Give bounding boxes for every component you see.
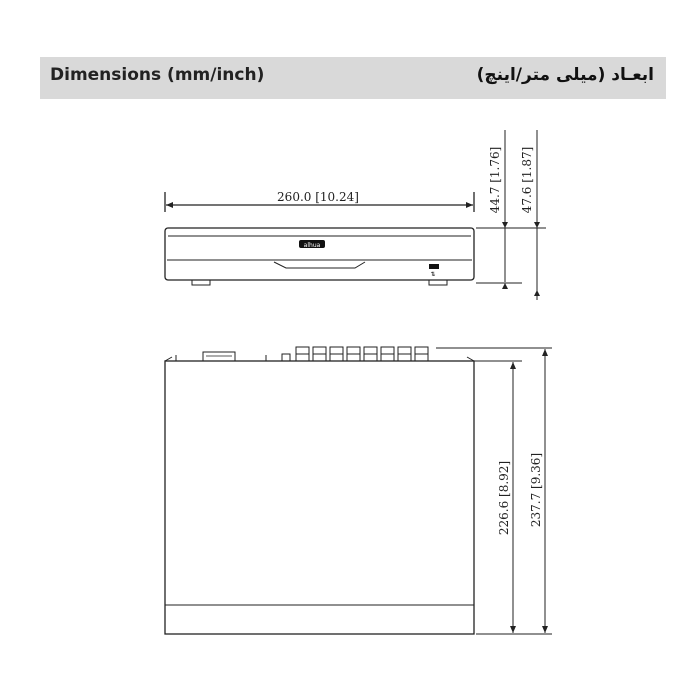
- rear-connector-port: [203, 352, 235, 361]
- front-height-b-arrow-bottom: [534, 290, 540, 296]
- front-foot-left: [192, 280, 210, 285]
- front-height-a-arrow-top: [502, 222, 508, 228]
- rear-small-stub: [282, 354, 290, 361]
- front-height-b-label: 47.6 [1.87]: [520, 146, 534, 214]
- top-depth-b-label: 237.7 [9.36]: [529, 452, 543, 528]
- brand-logo-text: alhua: [303, 242, 321, 249]
- bnc-connectors: [296, 347, 428, 361]
- front-width-label: 260.0 [10.24]: [277, 190, 359, 204]
- title-english: Dimensions (mm/inch): [50, 65, 265, 85]
- usb-symbol: ⇅: [430, 271, 436, 278]
- front-height-a-label: 44.7 [1.76]: [488, 146, 502, 214]
- front-panel-indent: [274, 262, 365, 268]
- front-height-b-arrow-top: [534, 222, 540, 228]
- title-persian: ابعـاد (میلی متر/اینچ): [476, 65, 654, 85]
- front-foot-right: [429, 280, 447, 285]
- top-depth-a-label: 226.6 [8.92]: [497, 460, 511, 536]
- front-height-a-arrow-bottom: [502, 283, 508, 289]
- top-body: [165, 361, 474, 634]
- top-view: [165, 347, 552, 634]
- usb-port-icon: [429, 264, 439, 269]
